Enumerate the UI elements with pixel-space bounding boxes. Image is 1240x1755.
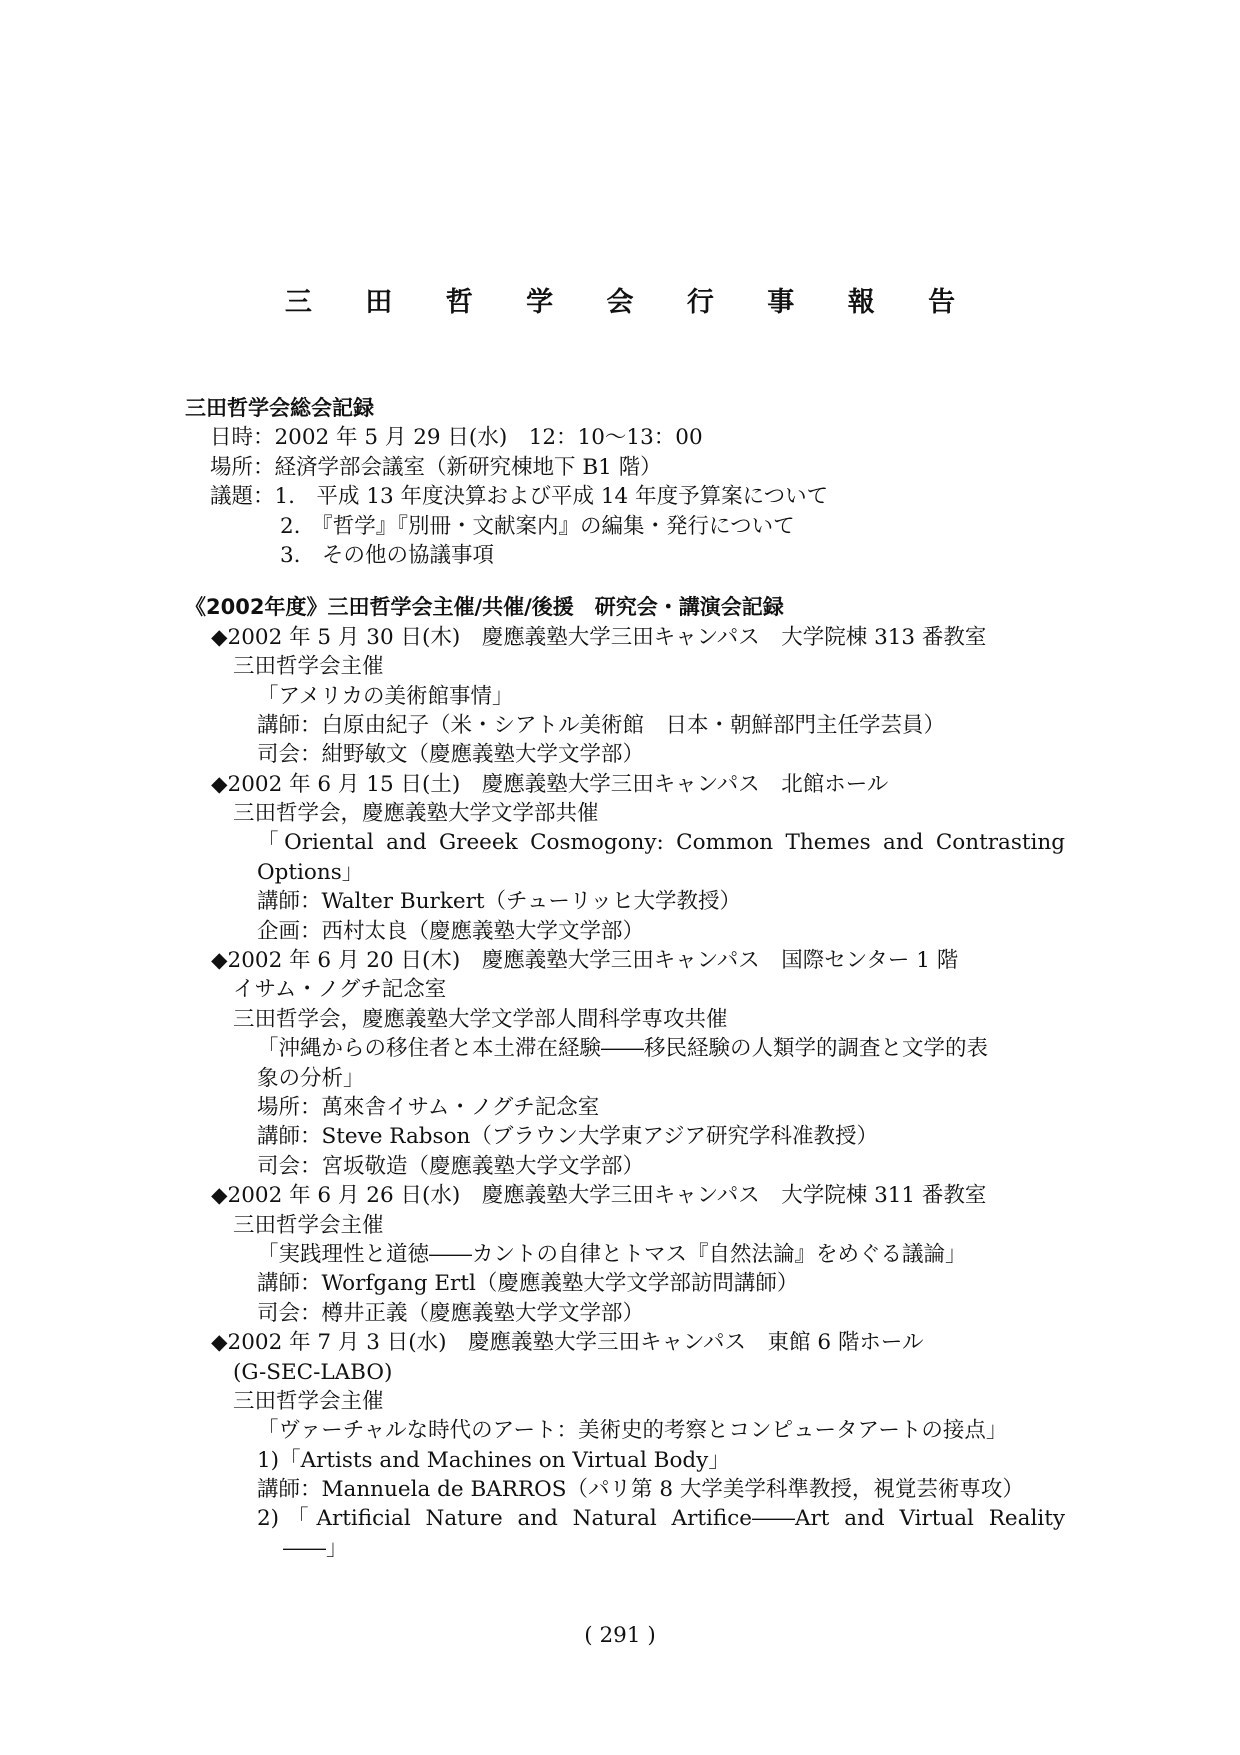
- event-speaker: 講師：Steve Rabson（ブラウン大学東アジア研究学科准教授）: [257, 1124, 879, 1150]
- event-talk-title: 「アメリカの美術館事情」: [257, 683, 514, 709]
- page-number: ( 291 ): [584, 1623, 656, 1648]
- event-talk-title: 「ヴァーチャルな時代のアート：美術史的考察とコンピュータアートの接点」: [257, 1418, 1008, 1444]
- event-planner: 企画：西村太良（慶應義塾大学文学部）: [257, 918, 645, 944]
- event-organizer: 三田哲学会主催: [233, 654, 384, 680]
- event-subtalk-2: 2)「Artificial Nature and Natural Artifice――Art and Virtual Reality: [257, 1506, 1065, 1532]
- event-talk-title: 「実践理性と道徳――カントの自律とトマス『自然法論』をめぐる議論」: [257, 1241, 967, 1267]
- event-talk-title: 「Oriental and Greeek Cosmogony: Common Themes and Contrasting: [257, 830, 1065, 856]
- event-date-cont: (G-SEC-LABO): [233, 1359, 393, 1385]
- event-organizer: 三田哲学会主催: [233, 1388, 384, 1414]
- event-date: ◆2002 年 7 月 3 日(水) 慶應義塾大学三田キャンパス 東館 6 階ホール: [211, 1330, 924, 1356]
- event-moderator: 司会：紺野敏文（慶應義塾大学文学部）: [257, 742, 645, 768]
- event-organizer: 三田哲学会，慶應義塾大学文学部人間科学専攻共催: [233, 1006, 728, 1032]
- event-speaker: 講師：Mannuela de BARROS（パリ第 8 大学美学科準教授，視覚芸術専攻）: [257, 1477, 1024, 1503]
- page-title: 三 田 哲 学 会 行 事 報 告: [284, 287, 978, 318]
- event-talk-title-cont: Options」: [257, 859, 364, 885]
- meeting-datetime: 日時：2002 年 5 月 29 日(水) 12：10～13：00: [210, 425, 703, 451]
- event-subtalk-1: 1)「Artists and Machines on Virtual Body」: [257, 1447, 730, 1473]
- event-place: 場所：萬來舎イサム・ノグチ記念室: [257, 1094, 600, 1120]
- event-speaker: 講師：Worfgang Ertl（慶應義塾大学文学部訪問講師）: [257, 1271, 799, 1297]
- event-speaker: 講師：白原由紀子（米・シアトル美術館 日本・朝鮮部門主任学芸員）: [257, 712, 946, 738]
- event-moderator: 司会：宮坂敬造（慶應義塾大学文学部）: [257, 1153, 645, 1179]
- event-organizer: 三田哲学会主催: [233, 1212, 384, 1238]
- meeting-place: 場所：経済学部会議室（新研究棟地下 B1 階）: [210, 454, 662, 480]
- event-date: ◆2002 年 6 月 26 日(水) 慶應義塾大学三田キャンパス 大学院棟 311 番教室: [211, 1183, 987, 1209]
- lectures-heading: 《2002年度》三田哲学会主催/共催/後援 研究会・講演会記録: [185, 595, 784, 620]
- event-organizer: 三田哲学会，慶應義塾大学文学部共催: [233, 801, 599, 827]
- event-date: ◆2002 年 6 月 20 日(木) 慶應義塾大学三田キャンパス 国際センター 1 階: [211, 948, 959, 974]
- event-subtalk-2-cont: ――」: [283, 1535, 348, 1561]
- event-date: ◆2002 年 5 月 30 日(木) 慶應義塾大学三田キャンパス 大学院棟 313 番教室: [211, 624, 987, 650]
- event-moderator: 司会：樽井正義（慶應義塾大学文学部）: [257, 1300, 645, 1326]
- event-talk-title-cont: 象の分析」: [257, 1065, 365, 1091]
- event-date-cont: イサム・ノグチ記念室: [233, 977, 447, 1003]
- agenda-item-1: 議題：1. 平成 13 年度決算および平成 14 年度予算案について: [210, 484, 829, 510]
- event-date: ◆2002 年 6 月 15 日(土) 慶應義塾大学三田キャンパス 北館ホール: [211, 771, 889, 797]
- agenda-item-2: 2. 『哲学』『別冊・文献案内』の編集・発行について: [280, 513, 795, 539]
- event-speaker: 講師：Walter Burkert（チューリッヒ大学教授）: [257, 889, 741, 915]
- event-talk-title: 「沖縄からの移住者と本土滞在経験――移民経験の人類学的調査と文学的表: [257, 1036, 989, 1062]
- general-meeting-heading: 三田哲学会総会記録: [185, 396, 374, 420]
- agenda-item-3: 3. その他の協議事項: [280, 542, 495, 568]
- report-body: [185, 394, 1065, 1563]
